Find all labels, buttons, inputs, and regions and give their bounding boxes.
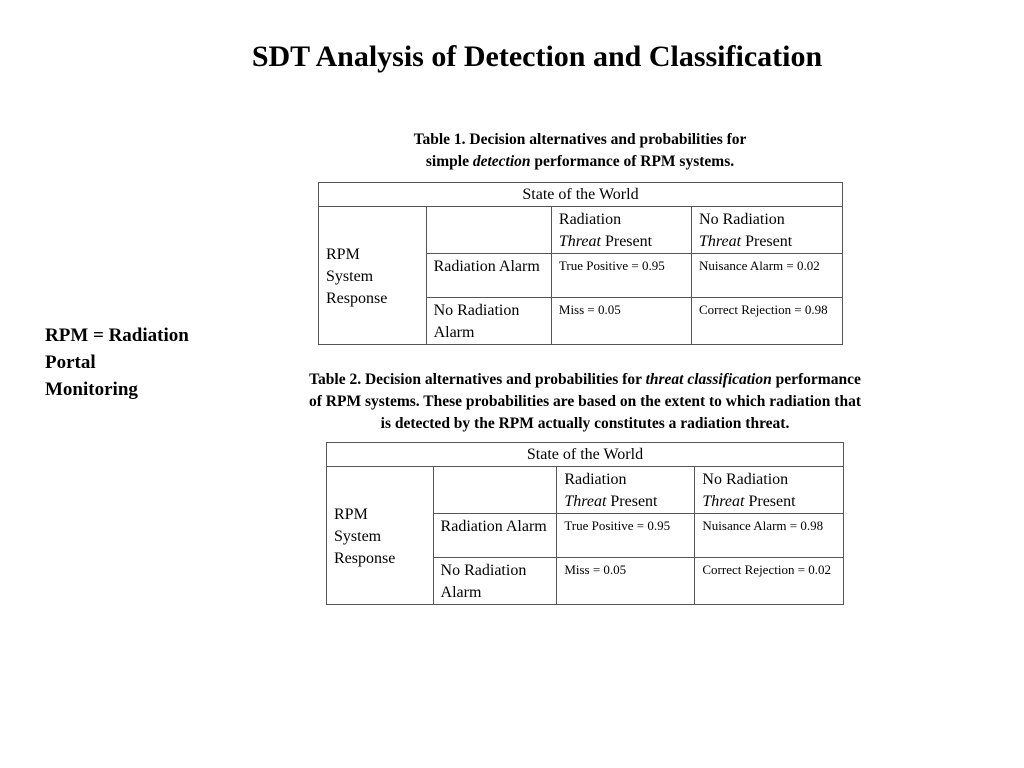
empty-corner-cell xyxy=(433,467,557,514)
caption-text: performance of RPM systems. xyxy=(530,153,735,170)
caption-emphasis: threat classification xyxy=(645,371,772,388)
col-header-emphasis: Threat xyxy=(564,493,607,510)
response-label-line: Response xyxy=(334,549,396,567)
col-header-text: Present xyxy=(606,493,658,510)
caption-text: performance xyxy=(771,371,861,388)
row-label-radiation-alarm: Radiation Alarm xyxy=(426,254,551,298)
row-label-radiation-alarm: Radiation Alarm xyxy=(433,514,557,558)
col-header-emphasis: Threat xyxy=(702,493,745,510)
cell-correct-rejection: Correct Rejection = 0.02 xyxy=(695,558,844,605)
col-header-line: Radiation xyxy=(558,211,622,228)
col-header-line: No Radiation xyxy=(699,211,785,228)
col-header-line xyxy=(702,491,836,513)
caption-line: of RPM systems. These probabilities are based on the extent to which radiation that xyxy=(309,393,861,410)
cell-nuisance-alarm: Nuisance Alarm = 0.98 xyxy=(695,514,844,558)
cell-miss: Miss = 0.05 xyxy=(551,298,691,345)
rpm-definition-note xyxy=(45,322,245,403)
caption-line: is detected by the RPM actually constitutes a radiation threat. xyxy=(380,415,790,432)
note-line: RPM = Radiation xyxy=(45,325,189,346)
state-of-world-header xyxy=(319,183,843,207)
col-header-text: Present xyxy=(741,233,793,250)
table1-detection xyxy=(318,182,843,345)
response-label-line: System xyxy=(334,527,382,545)
cell-correct-rejection: Correct Rejection = 0.98 xyxy=(692,298,843,345)
row-label-no-radiation-alarm: No Radiation Alarm xyxy=(433,558,557,605)
col-header-text: Present xyxy=(744,493,796,510)
slide-title: SDT Analysis of Detection and Classification xyxy=(251,40,823,73)
cell-true-positive: True Positive = 0.95 xyxy=(557,514,695,558)
empty-corner-cell xyxy=(426,207,551,254)
col-header-line: No Radiation xyxy=(702,471,789,488)
caption-text: Table 2. Decision alternatives and probabilities for xyxy=(309,371,646,388)
response-label-line: RPM xyxy=(326,245,360,263)
col-header-line xyxy=(564,491,687,513)
response-label-cell xyxy=(327,467,434,605)
col-header-text: Present xyxy=(600,233,653,250)
col-header-emphasis: Threat xyxy=(558,233,601,250)
response-label-line: RPM xyxy=(334,505,368,523)
header-text: State of the World xyxy=(526,446,644,463)
col-header-line: Radiation xyxy=(564,471,627,488)
cell-miss: Miss = 0.05 xyxy=(557,558,695,605)
col-header-radiation xyxy=(551,207,691,254)
col-header-line xyxy=(699,231,835,253)
header-text: State of the World xyxy=(522,186,639,203)
response-label-line: System xyxy=(326,267,374,285)
caption-emphasis: detection xyxy=(472,153,531,170)
caption-text: simple xyxy=(425,153,473,170)
row-label-no-radiation-alarm: No Radiation Alarm xyxy=(426,298,551,345)
cell-true-positive: True Positive = 0.95 xyxy=(551,254,691,298)
col-header-emphasis: Threat xyxy=(699,233,742,250)
col-header-line xyxy=(559,231,684,253)
note-line: Portal xyxy=(45,352,96,373)
col-header-no-radiation xyxy=(695,467,844,514)
note-line: Monitoring xyxy=(45,379,138,400)
caption-line: Table 1. Decision alternatives and probabilities for xyxy=(413,131,747,148)
col-header-no-radiation xyxy=(692,207,843,254)
col-header-radiation xyxy=(557,467,695,514)
response-label-cell xyxy=(319,207,427,345)
table1-caption xyxy=(300,129,860,173)
caption-line xyxy=(300,151,860,173)
cell-nuisance-alarm: Nuisance Alarm = 0.02 xyxy=(692,254,843,298)
table2-caption xyxy=(240,369,930,435)
caption-line xyxy=(240,369,930,391)
response-label-line: Response xyxy=(326,289,388,307)
table2-classification xyxy=(326,442,844,605)
state-of-world-header xyxy=(327,443,844,467)
